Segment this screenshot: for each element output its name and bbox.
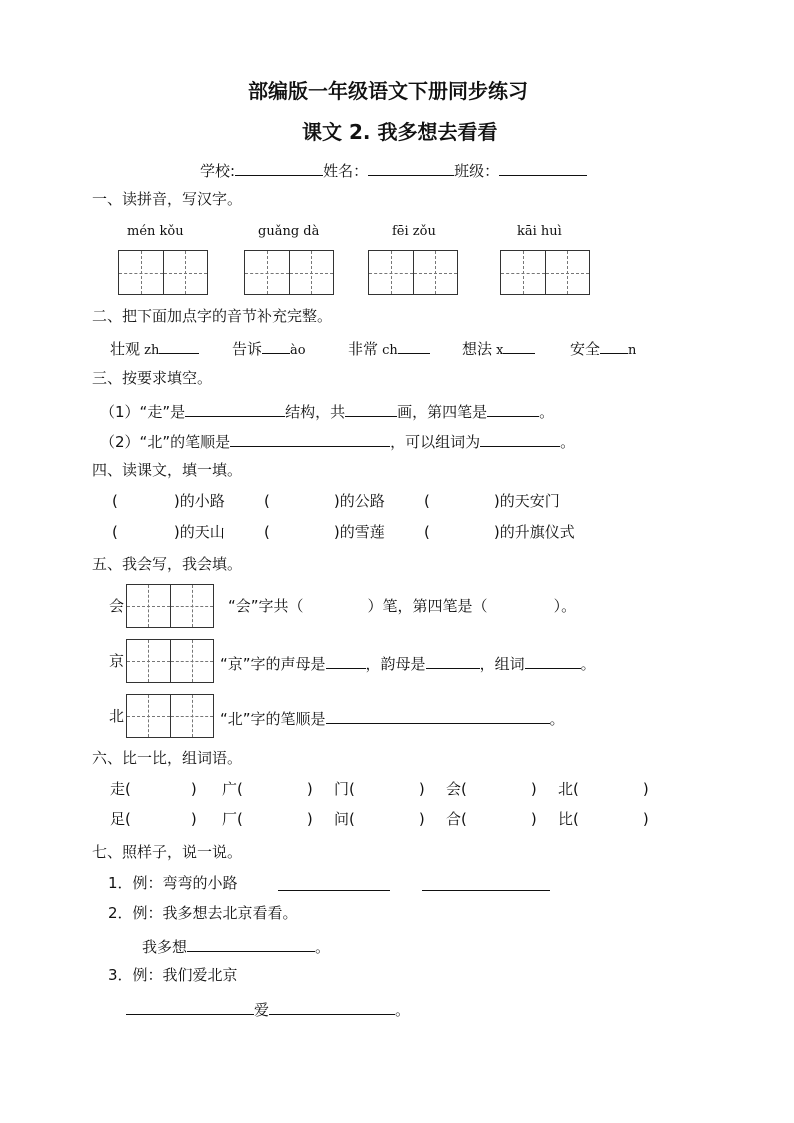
compare-item[interactable]: 北( ) xyxy=(558,780,649,798)
section-5-heading: 五、我会写，我会填。 xyxy=(92,555,243,573)
syllable-item-4: 想法 x xyxy=(462,339,535,357)
section-7-heading: 七、照样子，说一说。 xyxy=(92,843,243,861)
school-blank[interactable] xyxy=(235,161,323,176)
name-label: 姓名： xyxy=(323,162,369,180)
syllable-blank-1[interactable] xyxy=(159,339,199,354)
syllable-blank-5[interactable] xyxy=(600,339,628,354)
fill-item[interactable]: ( )的雪莲 xyxy=(264,523,385,541)
final-blank[interactable] xyxy=(426,654,480,669)
hui-question: “会”字共（ ）笔，第四笔是（ ）。 xyxy=(228,597,577,615)
example-1: 1．例：弯弯的小路 xyxy=(108,874,238,892)
example-3-answer: 爱 。 xyxy=(126,1000,410,1018)
example-2-answer: 我多想 。 xyxy=(142,938,331,956)
syllable-item-3: 非常 ch xyxy=(348,339,430,357)
section-6-heading: 六、比一比，组词语。 xyxy=(92,749,243,767)
pinyin-3: fēi zǒu xyxy=(392,224,436,239)
jing-word-blank[interactable] xyxy=(525,654,581,669)
compare-item[interactable]: 合( ) xyxy=(446,810,537,828)
section-2-heading: 二、把下面加点字的音节补充完整。 xyxy=(92,307,333,325)
syllable-item-5: 安全 n xyxy=(570,340,637,358)
fill-item[interactable]: ( )的小路 xyxy=(112,492,225,510)
example-2-blank[interactable] xyxy=(187,937,315,952)
writing-grid-2[interactable] xyxy=(244,250,334,295)
compare-item[interactable]: 比( ) xyxy=(558,810,649,828)
section-1-heading: 一、读拼音，写汉字。 xyxy=(92,190,243,208)
structure-blank[interactable] xyxy=(185,402,285,417)
writing-grid-jing[interactable] xyxy=(126,639,214,683)
example-1-blanks xyxy=(278,876,550,894)
syllable-blank-2[interactable] xyxy=(262,339,290,354)
lesson-title: 课文 2. 我多想去看看 xyxy=(302,120,498,144)
char-jing: 京 xyxy=(109,652,125,670)
fill-item[interactable]: ( )的天安门 xyxy=(424,492,560,510)
info-line xyxy=(200,161,587,179)
initial-blank[interactable] xyxy=(326,654,366,669)
section-4-heading: 四、读课文，填一填。 xyxy=(92,461,243,479)
writing-grid-4[interactable] xyxy=(500,250,590,295)
stroke-count-blank[interactable] xyxy=(345,402,397,417)
name-blank[interactable] xyxy=(368,161,454,176)
example-3-blank-b[interactable] xyxy=(269,1000,395,1015)
syllable-item-2: 告诉 ào xyxy=(232,340,306,358)
compare-item[interactable]: 问( ) xyxy=(334,810,425,828)
fill-question-2: （2）“北”的笔顺是 ，可以组词为 。 xyxy=(100,433,576,451)
syllable-item-1: 壮观 zh xyxy=(110,339,199,357)
writing-grid-1[interactable] xyxy=(118,250,208,295)
fill-item[interactable]: ( )的升旗仪式 xyxy=(424,523,575,541)
fourth-stroke-blank[interactable] xyxy=(487,402,539,417)
example-1-blank-a[interactable] xyxy=(278,876,390,891)
syllable-blank-3[interactable] xyxy=(398,339,430,354)
school-label: 学校: xyxy=(200,162,236,180)
compare-item[interactable]: 门( ) xyxy=(334,780,425,798)
class-label: 班级： xyxy=(454,162,500,180)
bei-stroke-blank[interactable] xyxy=(326,709,550,724)
compare-item[interactable]: 广( ) xyxy=(222,780,313,798)
stroke-order-blank[interactable] xyxy=(230,432,390,447)
writing-grid-3[interactable] xyxy=(368,250,458,295)
bei-question: “北”字的笔顺是 。 xyxy=(220,710,565,728)
compare-item[interactable]: 走( ) xyxy=(110,780,197,798)
example-1-blank-b[interactable] xyxy=(422,876,550,891)
pinyin-1: mén kǒu xyxy=(127,224,184,239)
compare-item[interactable]: 厂( ) xyxy=(222,810,313,828)
fill-item[interactable]: ( )的天山 xyxy=(112,523,225,541)
example-3: 3．例：我们爱北京 xyxy=(108,966,238,984)
example-2: 2．例：我多想去北京看看。 xyxy=(108,904,298,922)
syllable-blank-4[interactable] xyxy=(503,339,535,354)
compare-item[interactable]: 会( ) xyxy=(446,780,537,798)
jing-question: “京”字的声母是 ，韵母是 ，组词 。 xyxy=(220,655,596,673)
writing-grid-bei[interactable] xyxy=(126,694,214,738)
char-bei: 北 xyxy=(109,707,125,725)
page-title: 部编版一年级语文下册同步练习 xyxy=(248,79,528,103)
word-blank[interactable] xyxy=(480,432,560,447)
fill-question-1: （1）“走”是 结构，共 画，第四笔是 。 xyxy=(100,403,555,421)
example-3-blank-a[interactable] xyxy=(126,1000,254,1015)
compare-item[interactable]: 足( ) xyxy=(110,810,197,828)
pinyin-4: kāi huì xyxy=(517,224,562,239)
writing-grid-hui[interactable] xyxy=(126,584,214,628)
fill-item[interactable]: ( )的公路 xyxy=(264,492,385,510)
char-hui: 会 xyxy=(109,597,125,615)
class-blank[interactable] xyxy=(499,161,587,176)
pinyin-2: guǎng dà xyxy=(258,224,320,239)
section-3-heading: 三、按要求填空。 xyxy=(92,369,213,387)
